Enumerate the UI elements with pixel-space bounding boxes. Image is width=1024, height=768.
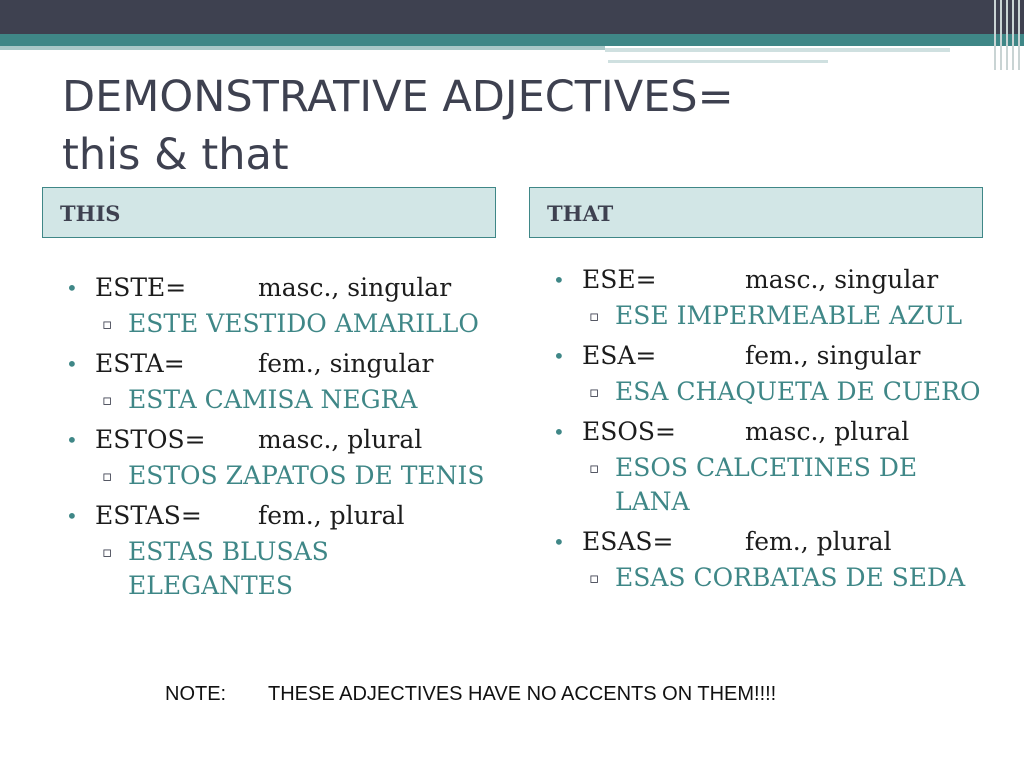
term-row (553, 523, 993, 561)
term-row (66, 497, 496, 535)
example: ESTAS BLUSAS ELEGANTES (128, 537, 329, 600)
meaning: masc., singular (258, 273, 452, 302)
example-row (553, 451, 993, 519)
top-dark-bar (0, 0, 1024, 34)
example: ESOS CALCETINES DE LANA (615, 453, 918, 516)
column-header-this: THIS (42, 187, 496, 238)
meaning: fem., singular (258, 349, 434, 378)
slide-title-line-1: DEMONSTRATIVE ADJECTIVES= (62, 72, 734, 122)
square-bullet-icon: ▫ (589, 459, 600, 477)
column-header-that: THAT (529, 187, 983, 238)
term: ESE= (582, 265, 657, 294)
term: ESTOS= (95, 425, 206, 454)
top-light-bar (0, 46, 605, 50)
square-bullet-icon: ▫ (589, 383, 600, 401)
list-item (553, 523, 993, 595)
list-item (66, 421, 496, 493)
term: ESA= (582, 341, 657, 370)
slide-title-line-2: this & that (62, 130, 289, 180)
term-row (66, 269, 496, 307)
corner-stripes (992, 0, 1024, 70)
accent-note (165, 683, 776, 706)
square-bullet-icon: ▫ (102, 315, 113, 333)
top-teal-bar (0, 34, 1024, 46)
list-item (66, 269, 496, 341)
meaning: masc., singular (745, 265, 939, 294)
bullet-icon: • (553, 268, 565, 292)
bullet-icon: • (553, 530, 565, 554)
top-light-bar-thin (608, 60, 828, 63)
list-item (553, 337, 993, 409)
square-bullet-icon: ▫ (589, 307, 600, 325)
bullet-icon: • (553, 344, 565, 368)
list-item (553, 413, 993, 519)
slide-title (62, 68, 962, 184)
column-list-this (66, 269, 496, 607)
term: ESTE= (95, 273, 187, 302)
example: ESTA CAMISA NEGRA (128, 385, 418, 414)
bullet-icon: • (66, 504, 78, 528)
term: ESAS= (582, 527, 674, 556)
square-bullet-icon: ▫ (589, 569, 600, 587)
example-row (66, 383, 496, 417)
example: ESTE VESTIDO AMARILLO (128, 309, 479, 338)
term-row (553, 337, 993, 375)
square-bullet-icon: ▫ (102, 467, 113, 485)
example: ESA CHAQUETA DE CUERO (615, 377, 981, 406)
list-item (66, 345, 496, 417)
example-row (66, 307, 496, 341)
meaning: fem., plural (258, 501, 405, 530)
term-row (66, 345, 496, 383)
list-item (66, 497, 496, 603)
column-list-that (553, 261, 993, 599)
example-row (66, 535, 496, 603)
term: ESTA= (95, 349, 185, 378)
bullet-icon: • (66, 428, 78, 452)
example: ESE IMPERMEABLE AZUL (615, 301, 963, 330)
square-bullet-icon: ▫ (102, 391, 113, 409)
term-row (553, 261, 993, 299)
list-item (553, 261, 993, 333)
meaning: fem., singular (745, 341, 921, 370)
meaning: fem., plural (745, 527, 892, 556)
example: ESAS CORBATAS DE SEDA (615, 563, 966, 592)
example-row (553, 299, 993, 333)
term: ESTAS= (95, 501, 202, 530)
bullet-icon: • (66, 276, 78, 300)
bullet-icon: • (66, 352, 78, 376)
example-row (553, 561, 993, 595)
example: ESTOS ZAPATOS DE TENIS (128, 461, 485, 490)
note-label: NOTE: (165, 683, 227, 705)
example-row (66, 459, 496, 493)
top-light-bar-short (605, 48, 950, 52)
meaning: masc., plural (745, 417, 910, 446)
square-bullet-icon: ▫ (102, 543, 113, 561)
term-row (66, 421, 496, 459)
term-row (553, 413, 993, 451)
bullet-icon: • (553, 420, 565, 444)
meaning: masc., plural (258, 425, 423, 454)
example-row (553, 375, 993, 409)
term: ESOS= (582, 417, 676, 446)
note-text: THESE ADJECTIVES HAVE NO ACCENTS ON THEM!!!! (268, 683, 777, 705)
